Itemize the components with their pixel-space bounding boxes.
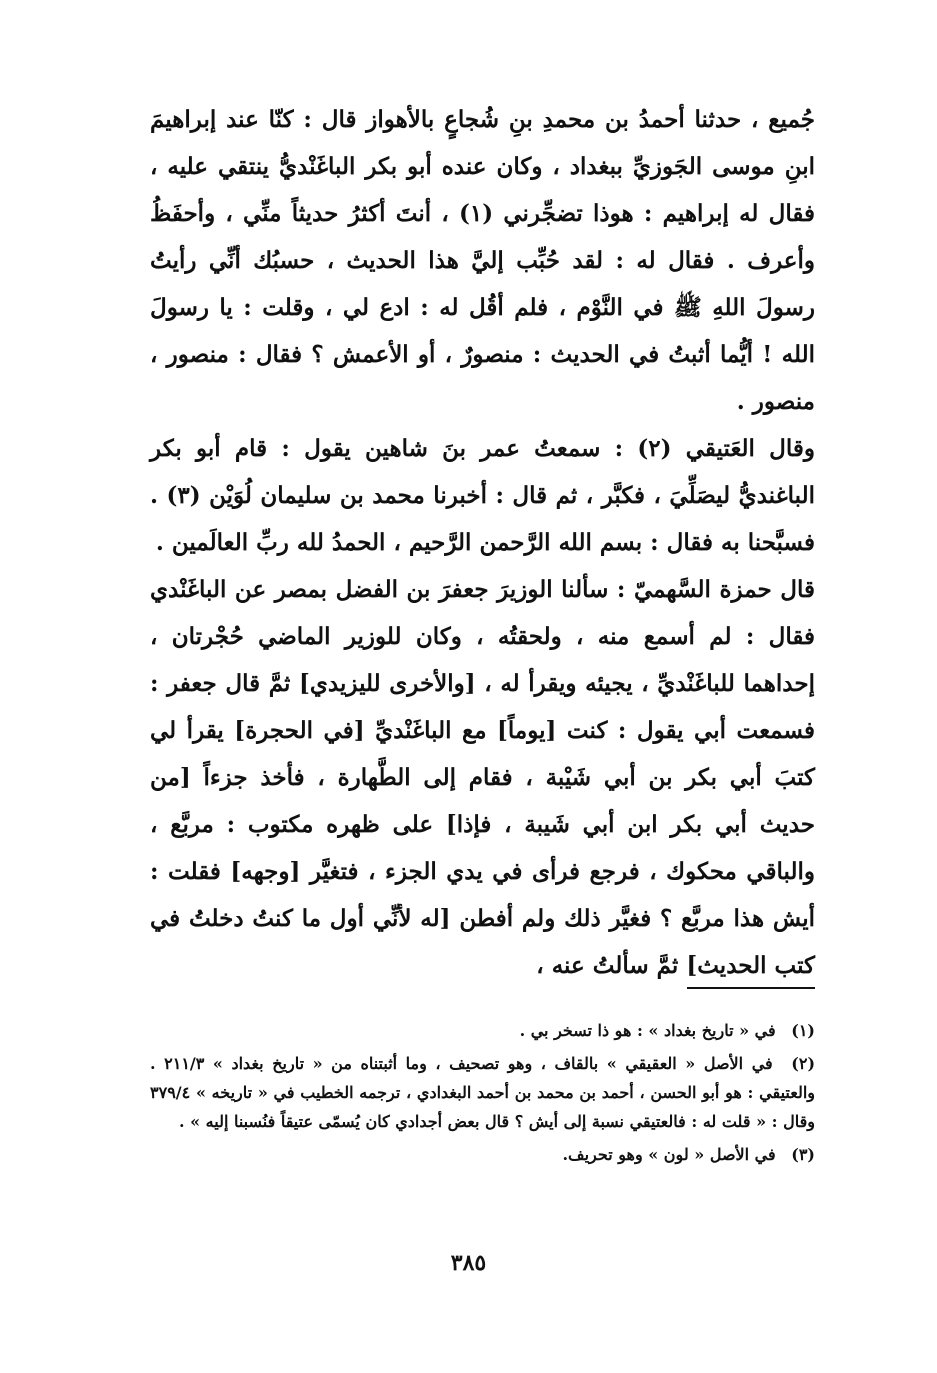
- footnote-separator: [687, 987, 815, 989]
- footnote-3: [150, 1140, 815, 1169]
- footnote-number: (٣): [791, 1145, 815, 1164]
- main-text: [150, 96, 815, 989]
- footnote-number: (١): [791, 1021, 815, 1040]
- footnote-2: [150, 1049, 815, 1136]
- page-number: ٣٨٥: [450, 1250, 487, 1276]
- footnote-text: في الأصل « لون » وهو تحريف.: [562, 1145, 776, 1164]
- footnote-1: [150, 1016, 815, 1045]
- footnote-text: في الأصل « العقيقي » بالقاف ، وهو تصحيف ، وما أثبتناه من « تاريخ بغداد » ٢١١/٣ . والعتيقي : هو أبو الحسن ، أحمد بن محمد بن أحمد البغدادي ، ترجمه الخطيب في « تاريخه » ٣٧٩/٤ وقال : « قلت له : فالعتيقي نسبة إلى أيش ؟ قال بعض أجدادي كان يُسمّى عتيقاً فنُسبنا إليه » .: [150, 1054, 815, 1131]
- paragraph-3: قال حمزة السَّهميّ : سألنا الوزيرَ جعفرَ بن الفضل بمصر عن الباغَنْدي فقال : لم أسمع منه ، ولحقتُه ، وكان للوزير الماضي حُجْرتان ، إحداهما للباغَنْديِّ ، يجيئه ويقرأ له ، [والأخرى لليزيدي] ثمَّ قال جعفر : فسمعت أبي يقول : كنت [يوماً] مع الباغَنْديِّ [في الحجرة] يقرأ لي كتبَ أبي بكر بن أبي شَيْبة ، فقام إلى الطَّهارة ، فأخذ جزءاً [من حديث أبي بكر ابن أبي شَيبة ، فإذا] على ظهره مكتوب : مربَّع ، والباقي محكوك ، فرجع فرأى في يدي الجزء ، فتغيَّر [وجهه] فقلت : أيش هذا مربَّع ؟ فغيَّر ذلك ولم أفطن [له لأنِّي أول ما كنتُ دخلتُ في كتب الحديث] ثمَّ سألتُ عنه ،: [150, 576, 815, 979]
- paragraph-2: وقال العَتيقي (٢) : سمعتُ عمر بنَ شاهين يقول : قام أبو بكر الباغنديُّ ليصَلِّيَ ، فكبَّر ، ثم قال : أخبرنا محمد بن سليمان لُوَيْن (٣) . فسبَّحنا به فقال : بسم الله الرَّحمن الرَّحيم ، الحمدُ لله ربِّ العالَمين .: [150, 435, 815, 556]
- footnote-number: (٢): [791, 1054, 816, 1073]
- footnote-text: في « تاريخ بغداد » : هو ذا تسخر بي .: [519, 1021, 776, 1040]
- footnotes: [150, 1016, 815, 1173]
- paragraph-1: جُميع ، حدثنا أحمدُ بن محمدِ بنِ شُجاعٍ بالأهواز قال : كنّا عند إبراهيمَ ابنِ موسى الجَوزيِّ ببغداد ، وكان عنده أبو بكر الباغَنْديُّ ينتقي عليه ، فقال له إبراهيم : هوذا تضجِّرني (١) ، أنتَ أكثرُ حديثاً منِّي ، وأحفَظُ وأعرف . فقال له : لقد حُبِّب إليَّ هذا الحديث ، حسبُك أنِّي رأيتُ رسولَ اللهِ ﷺ في النَّوْم ، فلم أقُل له : ادع لي ، وقلت : يا رسولَ الله ! أيُّما أثبتُ في الحديث : منصورٌ ، أو الأعمش ؟ فقال : منصور ، منصور .: [150, 106, 815, 415]
